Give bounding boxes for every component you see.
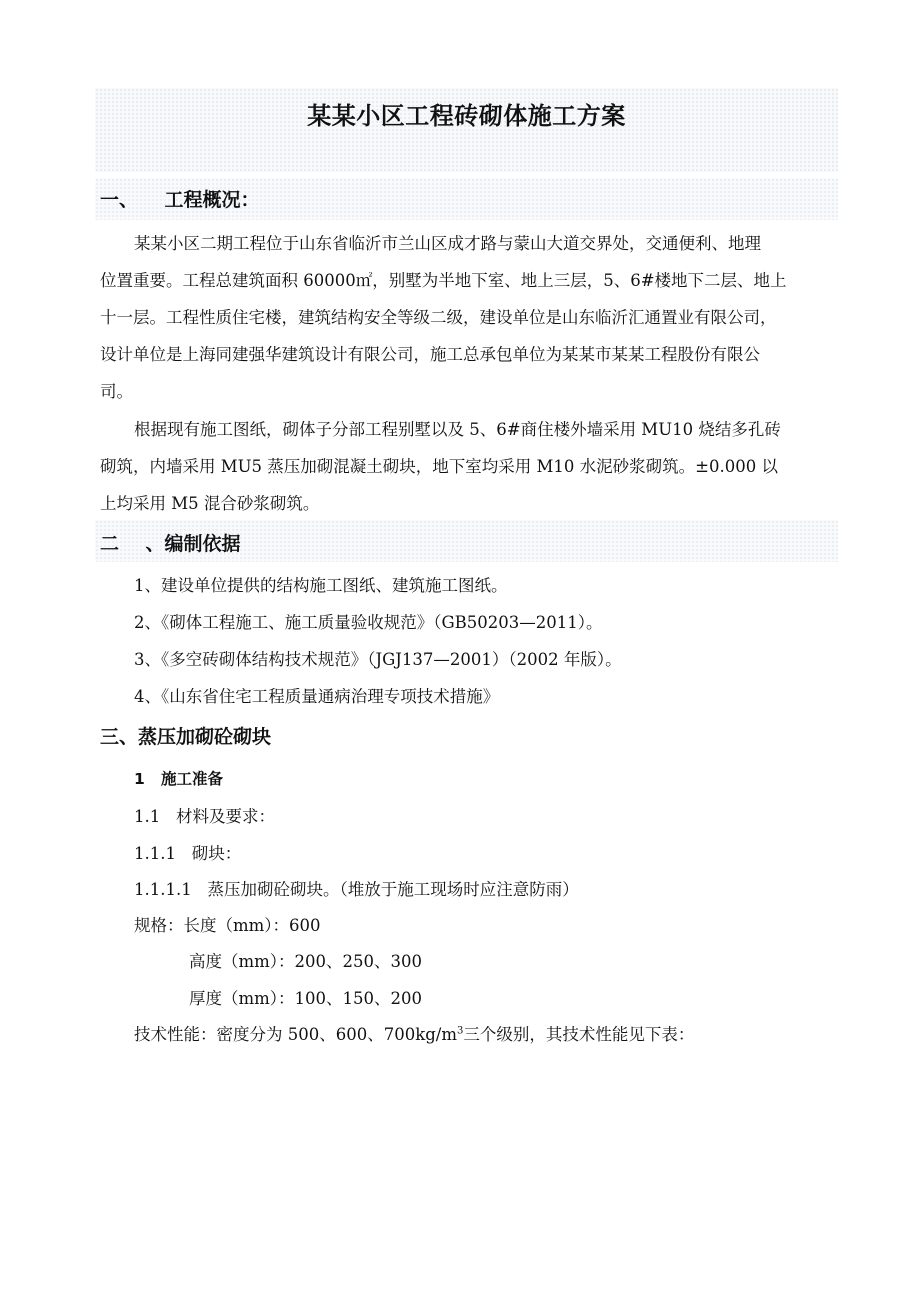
overview-line-5: 司。 xyxy=(100,382,133,401)
tech-performance-superscript: 3 xyxy=(457,1025,464,1037)
overview-line-3: 十一层。工程性质住宅楼，建筑结构安全等级二级，建设单位是山东临沂汇通置业有限公司， xyxy=(100,308,777,327)
overview-line-4: 设计单位是上海同建强华建筑设计有限公司，施工总承包单位为某某市某某工程股份有限公 xyxy=(100,345,760,364)
spec-length: 规格：长度（mm）：600 xyxy=(134,916,321,935)
materials-line-1: 根据现有施工图纸，砌体子分部工程别墅以及 5、6#商住楼外墙采用 MU10 烧结多孔砖 xyxy=(134,420,781,439)
subheading-preparation: 1 施工准备 xyxy=(134,770,223,788)
spec-thickness: 厚度（mm）：100、150、200 xyxy=(189,989,423,1008)
basis-item-2: 2、《砌体工程施工、施工质量验收规范》（GB50203—2011）。 xyxy=(134,613,603,632)
materials-line-2: 砌筑，内墙采用 MU5 蒸压加砌混凝土砌块，地下室均采用 M10 水泥砂浆砌筑。±0.000 以 xyxy=(100,457,778,476)
tech-performance-suffix: 三个级别，其技术性能见下表： xyxy=(463,1025,695,1044)
page-title: 某某小区工程砖砌体施工方案 xyxy=(307,102,626,130)
tech-performance xyxy=(134,1021,694,1045)
subheading-blocks: 1.1.1 砌块： xyxy=(134,844,242,863)
materials-line-3: 上均采用 M5 混合砂浆砌筑。 xyxy=(100,494,320,513)
basis-item-1: 1、建设单位提供的结构施工图纸、建筑施工图纸。 xyxy=(134,576,508,595)
basis-item-4: 4、《山东省住宅工程质量通病治理专项技术措施》 xyxy=(134,687,500,706)
title-band xyxy=(95,88,838,172)
overview-line-2: 位置重要。工程总建筑面积 60000㎡，别墅为半地下室、地上三层，5、6#楼地下二层、地上 xyxy=(100,271,787,290)
overview-line-1: 某某小区二期工程位于山东省临沂市兰山区成才路与蒙山大道交界处，交通便利、地理 xyxy=(134,234,761,253)
tech-performance-prefix: 技术性能：密度分为 500、600、700kg/m xyxy=(134,1025,457,1044)
subheading-aac-block: 1.1.1.1 蒸压加砌砼砌块。（堆放于施工现场时应注意防雨） xyxy=(134,880,579,899)
subheading-materials: 1.1 材料及要求： xyxy=(134,807,275,826)
section-heading-aac-block: 三、蒸压加砌砼砌块 xyxy=(100,726,272,748)
section-heading-overview: 一、 工程概况： xyxy=(100,189,260,211)
basis-item-3: 3、《多空砖砌体结构技术规范》（JGJ137—2001）（2002 年版）。 xyxy=(134,650,622,669)
spec-height: 高度（mm）：200、250、300 xyxy=(189,952,423,971)
section-heading-basis: 二 、编制依据 xyxy=(100,533,241,555)
